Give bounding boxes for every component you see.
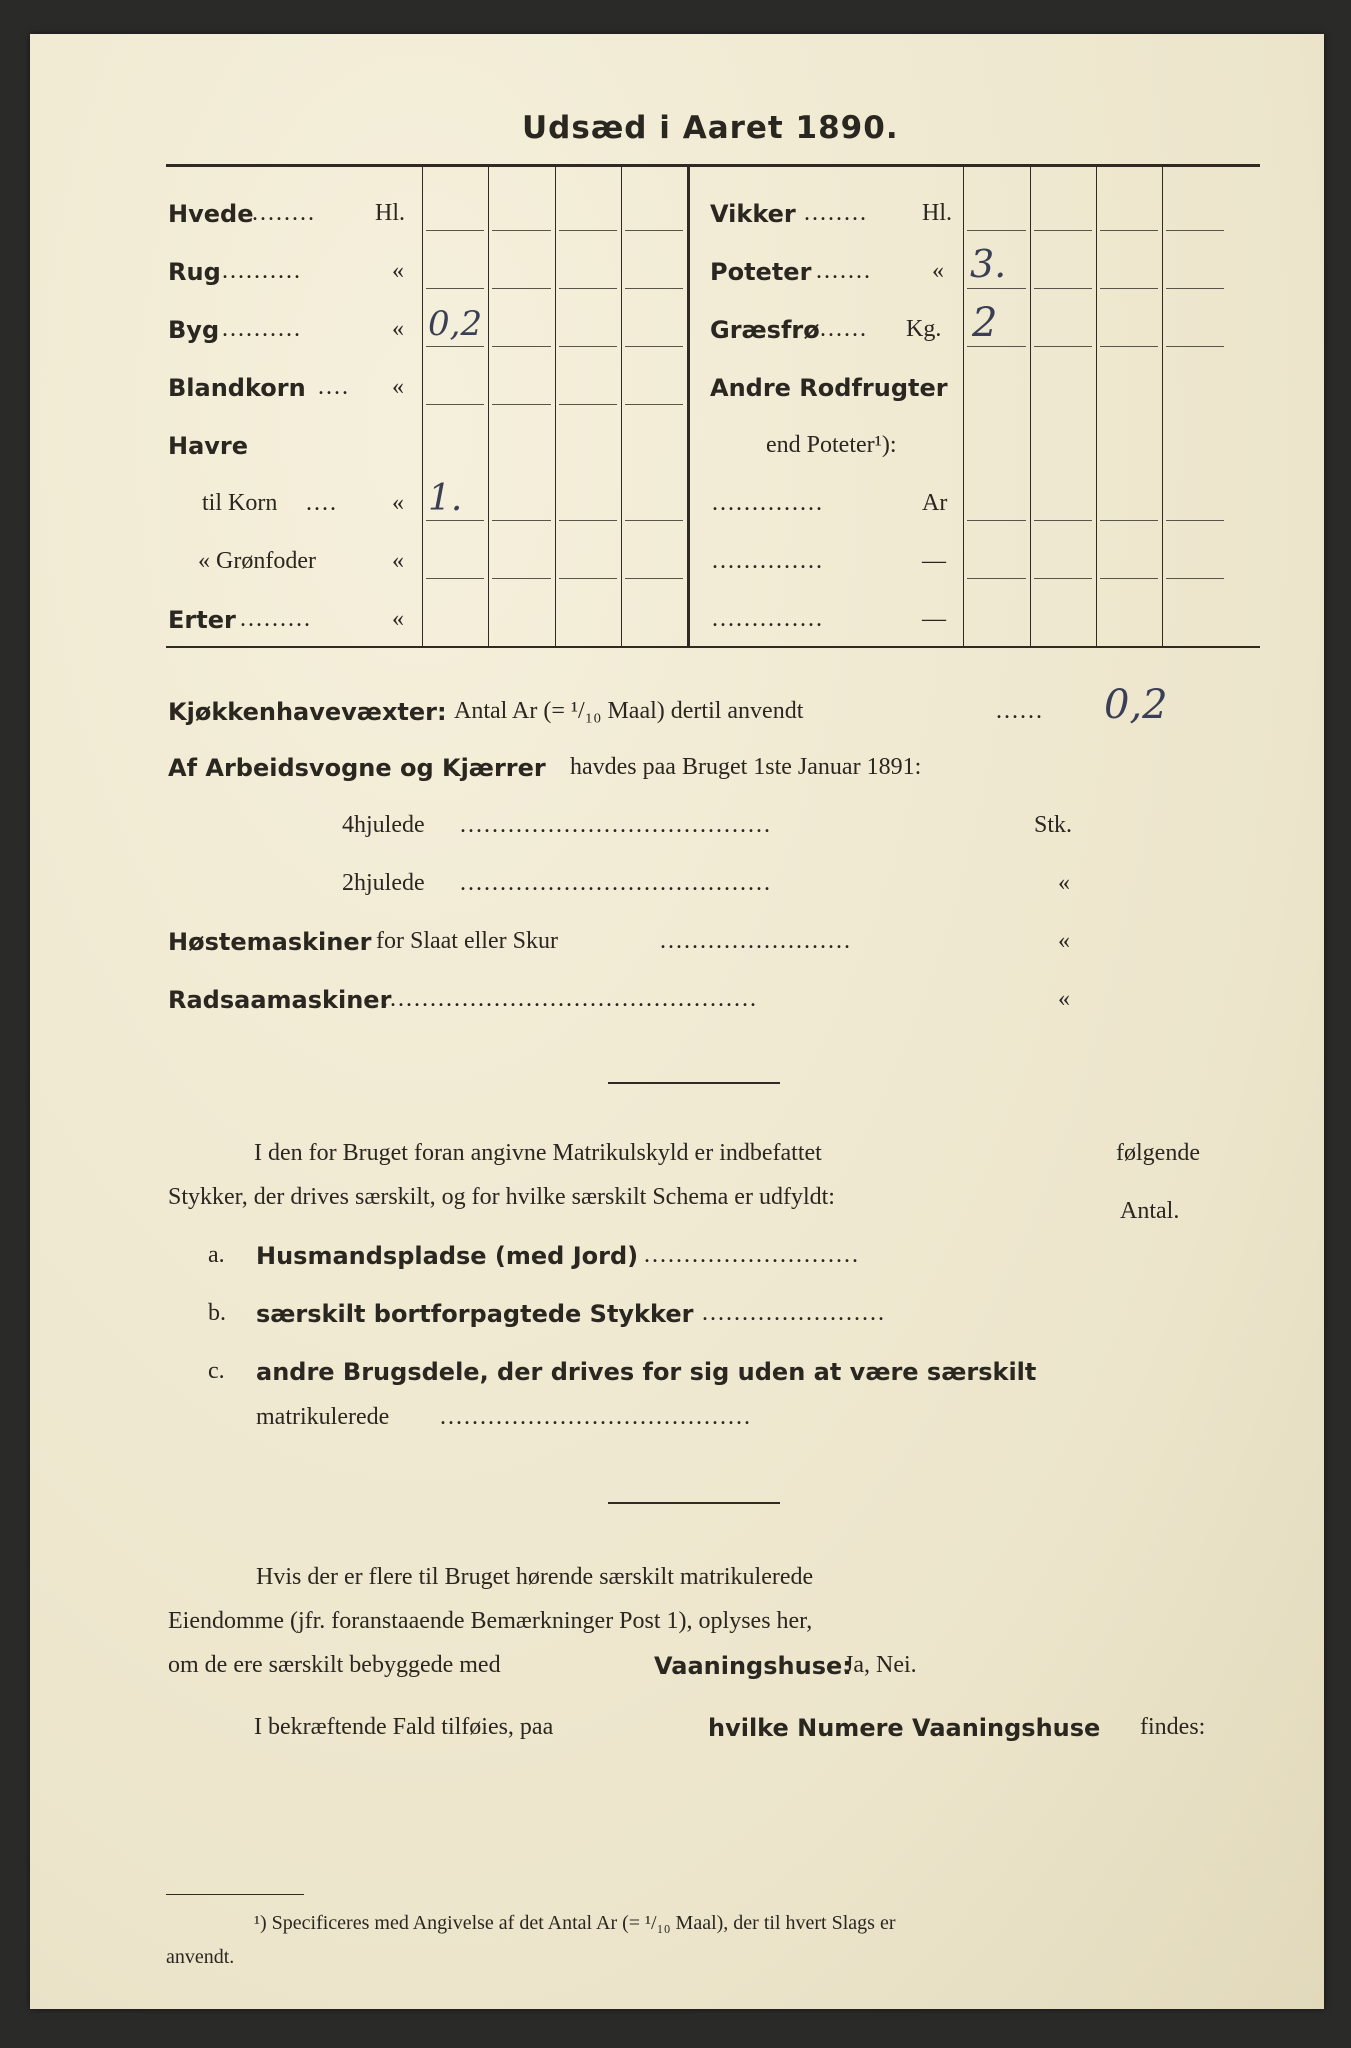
row-unit: Hl. [375,200,405,226]
item-text: særskilt bortforpagtede Stykker [256,1300,694,1328]
row-label: Rug [168,258,221,286]
two-wheel-dots: ....................................... [460,870,772,896]
sowing-dots: ............................................... [382,986,758,1012]
wagons-text: havdes paa Bruget 1ste Januar 1891: [570,754,922,780]
matrikul-line1: I den for Bruget foran angivne Matrikulskyld er indbefattet [254,1140,822,1166]
four-wheel-label: 4hjulede [342,812,425,838]
row-dots: .............. [712,548,824,574]
row-unit: — [922,606,946,632]
row-dots: .......... [222,258,302,284]
left-col-line [621,167,622,647]
left-col-line [488,167,489,647]
section-separator [608,1082,780,1084]
right-col-line [963,167,964,647]
row-unit: « [392,490,404,516]
item-dots: ........................... [644,1242,860,1268]
row-value: 1. [428,478,463,519]
page-title: Udsæd i Aaret 1890. [522,110,899,146]
row-dots: ......... [240,606,312,632]
matrikul-line2-right: Antal. [1120,1198,1180,1224]
harvest-unit: « [1058,928,1070,954]
row-value: 3. [970,242,1007,286]
left-col-line [555,167,556,647]
item-dots: ....................... [702,1300,886,1326]
extra-line2: Eiendomme (jfr. foranstaaende Bemærkninger Post 1), oplyses her, [168,1608,813,1634]
extra-p2a: I bekræftende Fald tilføies, paa [254,1714,554,1740]
row-unit: Hl. [922,200,952,226]
right-col-line [1030,167,1031,647]
sowing-unit: « [1058,986,1070,1012]
row-label: « Grønfoder [198,548,316,574]
kitchen-value: 0,2 [1104,682,1168,728]
row-label: Græsfrø [710,316,820,344]
row-dots: ....... [816,258,872,284]
two-wheel-label: 2hjulede [342,870,425,896]
matrikul-line2: Stykker, der drives særskilt, og for hvilke særskilt Schema er udfyldt: [168,1184,835,1210]
extra-p2b: hvilke Numere Vaaningshuse [708,1714,1101,1742]
row-dots: .......... [222,316,302,342]
extra-line3b: Vaaningshuse: [654,1652,852,1680]
left-col-line [422,167,423,647]
row-value: 2 [972,300,998,346]
row-unit: — [922,548,946,574]
row-unit: « [392,258,404,284]
kitchen-label: Kjøkkenhavevæxter: [168,698,447,726]
row-label: Blandkorn [168,374,306,402]
form-page [30,34,1324,2009]
row-label: Havre [168,432,249,460]
row-label: Hvede [168,200,254,228]
extra-p2c: findes: [1140,1714,1206,1740]
right-col-line [1162,167,1163,647]
harvest-text: for Slaat eller Skur [376,928,558,954]
harvest-dots: ........................ [660,928,852,954]
matrikul-line1-right: følgende [1116,1140,1200,1166]
row-label: Byg [168,316,220,344]
kitchen-dots: ...... [996,698,1044,724]
row-unit: « [392,316,404,342]
row-dots: .... [318,374,350,400]
row-dots: ...... [820,316,868,342]
item-letter: c. [208,1358,225,1384]
right-col-line [1096,167,1097,647]
row-label: Vikker [710,200,796,228]
row-label: Andre Rodfrugter [710,374,948,402]
harvest-label: Høstemaskiner [168,928,372,956]
row-value: 0,2 [428,304,483,344]
row-dots: .... [306,490,338,516]
two-wheel-unit: « [1058,870,1070,896]
wagons-label: Af Arbeidsvogne og Kjærrer [168,754,546,782]
row-label: end Poteter¹): [766,432,897,458]
row-dots: ........ [804,200,868,226]
four-wheel-unit: Stk. [1034,812,1073,838]
row-label: til Korn [202,490,278,516]
row-unit: « [932,258,944,284]
row-unit: Kg. [906,316,942,342]
item-text: Husmandspladse (med Jord) [256,1242,639,1270]
row-dots: ........ [252,200,316,226]
item-text-2: matrikulerede [256,1404,390,1430]
extra-line1: Hvis der er flere til Bruget hørende særskilt matrikulerede [256,1564,814,1590]
item-letter: a. [208,1242,225,1268]
row-dots: .............. [712,606,824,632]
sowing-label: Radsaamaskiner [168,986,392,1014]
row-label: Erter [168,606,236,634]
footnote-rule [166,1894,304,1895]
footnote-line2: anvendt. [166,1946,235,1968]
section-separator [608,1502,780,1504]
extra-line3c: Ja, Nei. [844,1652,917,1678]
item-text: andre Brugsdele, der drives for sig uden at være særskilt [256,1358,1037,1386]
table-center-divider [687,167,690,647]
row-unit: « [392,374,404,400]
row-dots: .............. [712,490,824,516]
extra-line3a: om de ere særskilt bebyggede med [168,1652,501,1678]
item-letter: b. [208,1300,226,1326]
kitchen-text: Antal Ar (= ¹/₁₀ Maal) dertil anvendt [454,698,804,724]
four-wheel-dots: ....................................... [460,812,772,838]
row-unit: « [392,548,404,574]
row-unit: « [392,606,404,632]
footnote-line1: ¹) Specificeres med Angivelse af det Antal Ar (= ¹/₁₀ Maal), der til hvert Slags er [254,1912,896,1934]
row-label: Poteter [710,258,812,286]
row-unit: Ar [922,490,948,516]
item-dots: ....................................... [440,1404,752,1430]
